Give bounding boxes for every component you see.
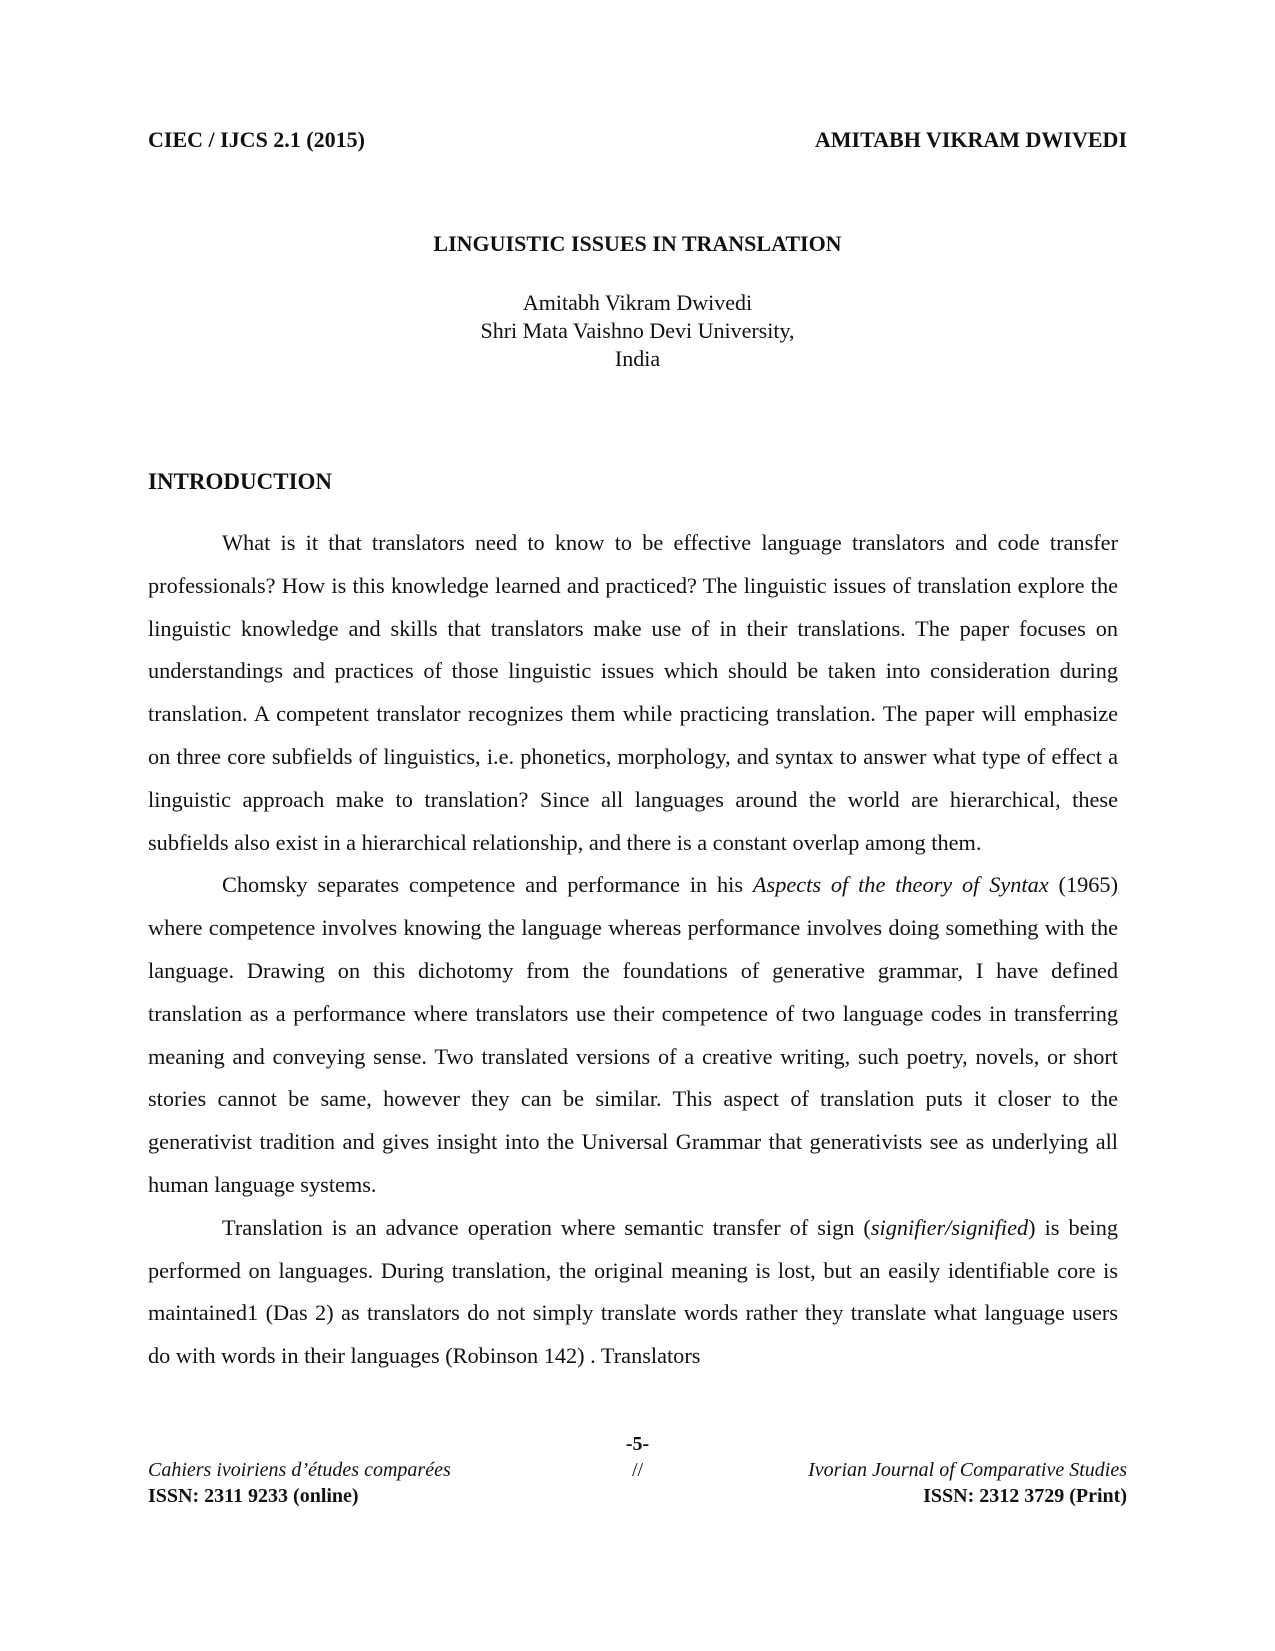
- paragraph-3-text-a: Translation is an advance operation where semantic transfer of sign (: [222, 1214, 871, 1240]
- running-head-journal: CIEC / IJCS 2.1 (2015): [148, 127, 365, 152]
- footer-separator: //: [631, 1459, 644, 1481]
- author-country: India: [614, 346, 661, 371]
- footer-journal-english: Ivorian Journal of Comparative Studies: [808, 1459, 1127, 1481]
- paragraph-1: [148, 522, 1118, 864]
- author-name: Amitabh Vikram Dwivedi: [522, 290, 753, 315]
- author-block: [0, 289, 1275, 373]
- paragraph-1-text: What is it that translators need to know to be effective language translators and code transfer professionals? How is this knowledge learned and practiced? The linguistic issues of translation explore the linguistic knowledge and skills that translators make use of in their translations. The paper focuses on understandings and practices of those linguistic issues which should be taken into consideration during translation. A competent translator recognizes them while practicing translation. The paper will emphasize on three core subfields of linguistics, i.e. phonetics, morphology, and syntax to answer what type of effect a linguistic approach make to translation? Since all languages around the world are hierarchical, these subfields also exist in a hierarchical relationship, and there is a constant overlap among them.: [148, 530, 1118, 855]
- footer-journal-row: [148, 1457, 1127, 1483]
- paragraph-3-text-b: ) is being performed on languages. During translation, the original meaning is lost, but an easily identifiable core is maintained1 (Das 2) as translators do not simply translate words rather they translate what language users do with words in their languages (Robinson 142) . Translators: [148, 1214, 1118, 1369]
- paragraph-2: [148, 864, 1118, 1206]
- paragraph-3: [148, 1207, 1118, 1378]
- footer-journal-french: Cahiers ivoiriens d’études comparées: [148, 1459, 451, 1481]
- section-heading: INTRODUCTION: [148, 469, 333, 494]
- paragraph-2-text-a: Chomsky separates competence and performance in his: [222, 872, 753, 898]
- page-footer: [148, 1457, 1127, 1509]
- book-title-italic: Aspects of the theory of Syntax: [752, 872, 1049, 898]
- signifier-signified-italic: signifier/signified: [870, 1214, 1029, 1240]
- body-text: [148, 522, 1118, 1378]
- footer-issn-row: [148, 1483, 1127, 1509]
- running-head: [148, 126, 1127, 154]
- author-affiliation: Shri Mata Vaishno Devi University,: [480, 318, 795, 343]
- running-head-author: AMITABH VIKRAM DWIVEDI: [814, 127, 1127, 152]
- paper-title: LINGUISTIC ISSUES IN TRANSLATION: [433, 231, 842, 256]
- page-number: -5-: [625, 1433, 650, 1455]
- footer-issn-online: ISSN: 2311 9233 (online): [148, 1485, 359, 1507]
- footer-issn-print: ISSN: 2312 3729 (Print): [923, 1485, 1127, 1507]
- paragraph-2-text-b: (1965) where competence involves knowing the language whereas performance involves doing something with the language. Drawing on this dichotomy from the foundations of generative grammar, I have defined translation as a performance where translators use their competence of two language codes in transferring meaning and conveying sense. Two translated versions of a creative writing, such poetry, novels, or short stories cannot be same, however they can be similar. This aspect of translation puts it closer to the generativist tradition and gives insight into the Universal Grammar that generativists see as underlying all human language systems.: [148, 872, 1118, 1197]
